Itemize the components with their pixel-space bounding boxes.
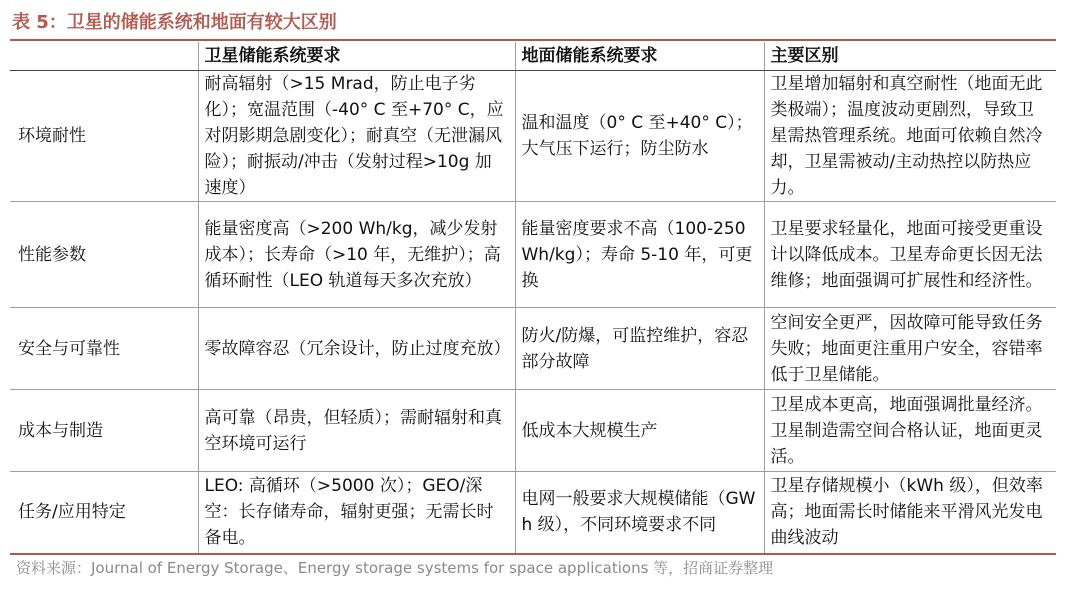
header-satellite: 卫星储能系统要求 xyxy=(198,42,515,71)
cell-text: 任务/应用特定 xyxy=(18,502,126,523)
table-row xyxy=(10,390,1056,472)
cell-ground xyxy=(515,390,764,472)
cell-satellite xyxy=(198,202,515,308)
source-note: 资料来源：Journal of Energy Storage、Energy storage systems for space applications 等，招商证券整理 xyxy=(16,559,774,577)
cell-text: 温和温度（0° C 至+40° C）；大气压下运行；防尘防水 xyxy=(521,113,753,159)
cell-text: 成本与制造 xyxy=(18,420,103,441)
cell-text: 环境耐性 xyxy=(18,126,86,146)
header-category xyxy=(10,42,198,71)
cell-text: 防火/防爆，可监控维护，容忍部分故障 xyxy=(521,325,749,372)
cell-text: 卫星成本更高，地面强调批量经济。卫星制造需空间合格认证，地面更灵活。 xyxy=(770,394,1043,467)
cell-text: 卫星增加辐射和真空耐性（地面无此类极端）；温度波动更剧烈，导致卫星需热管理系统。地面可依赖自然冷却，卫星需被动/主动热控以防热应力。 xyxy=(770,74,1043,198)
cell-text: 低成本大规模生产 xyxy=(521,420,658,441)
cell-text: 卫星存储规模小（kWh 级），但效率高；地面需长时储能来平滑风光发电曲线波动 xyxy=(770,476,1043,549)
row-category xyxy=(10,202,198,308)
cell-text: 空间安全更严，因故障可能导致任务失败；地面更注重用户安全，容错率低于卫星储能。 xyxy=(770,312,1043,385)
cell-satellite xyxy=(198,472,515,554)
cell-ground xyxy=(515,308,764,390)
cell-text: 能量密度高（>200 Wh/kg，减少发射成本）；长寿命（>10 年，无维护）；高循环耐性（LEO 轨道每天多次充放） xyxy=(204,218,501,291)
cell-difference xyxy=(764,202,1056,308)
cell-text: 能量密度要求不高（100-250 Wh/kg）；寿命 5-10 年，可更换 xyxy=(521,218,753,291)
table-caption: 表 5：卫星的储能系统和地面有较大区别 xyxy=(12,12,337,33)
cell-text: 高可靠（昂贵，但轻质）；需耐辐射和真空环境可运行 xyxy=(204,407,502,454)
table-row xyxy=(10,472,1056,554)
cell-text: 零故障容忍（冗余设计，防止过度充放） xyxy=(204,338,511,359)
table-row xyxy=(10,308,1056,390)
cell-ground xyxy=(515,202,764,308)
cell-text: 卫星要求轻量化，地面可接受更重设计以降低成本。卫星寿命更长因无法维修；地面强调可扩展性和经济性。 xyxy=(770,218,1043,291)
cell-difference xyxy=(764,71,1056,202)
cell-difference xyxy=(764,390,1056,472)
cell-ground xyxy=(515,71,764,202)
row-category xyxy=(10,390,198,472)
row-category xyxy=(10,308,198,390)
cell-satellite xyxy=(198,308,515,390)
cell-text: 耐高辐射（>15 Mrad，防止电子劣化）；宽温范围（-40° C 至+70° C，应对阴影期急剧变化）；耐真空（无泄漏风险）；耐振动/冲击（发射过程>10g 加速度） xyxy=(204,74,504,198)
cell-text: 性能参数 xyxy=(18,244,86,265)
row-category xyxy=(10,472,198,554)
cell-text: LEO: 高循环（>5000 次）；GEO/深空：长存储寿命，辐射更强；无需长时备电。 xyxy=(204,476,494,549)
row-category xyxy=(10,71,198,202)
cell-ground xyxy=(515,472,764,554)
table-row xyxy=(10,71,1056,202)
header-ground: 地面储能系统要求 xyxy=(515,42,764,71)
cell-text: 电网一般要求大规模储能（GWh 级），不同环境要求不同 xyxy=(521,489,756,536)
cell-difference xyxy=(764,308,1056,390)
cell-satellite xyxy=(198,390,515,472)
cell-satellite xyxy=(198,71,515,202)
caption-divider xyxy=(10,39,1056,41)
table-header-row xyxy=(10,42,1056,71)
header-difference: 主要区别 xyxy=(764,42,1056,71)
table-row xyxy=(10,202,1056,308)
comparison-table xyxy=(10,42,1056,555)
cell-text: 安全与可靠性 xyxy=(18,338,120,359)
cell-difference xyxy=(764,472,1056,554)
